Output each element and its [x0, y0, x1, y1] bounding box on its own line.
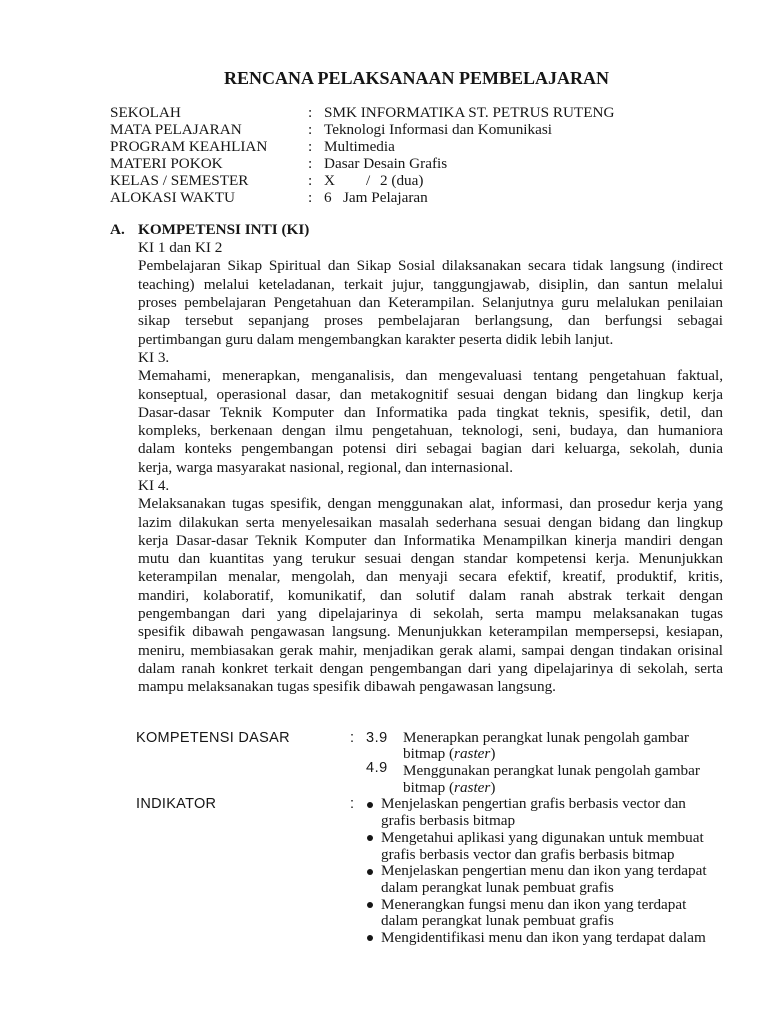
- kompetensi-dasar-label: KOMPETENSI DASAR: [136, 729, 290, 746]
- info-label: SEKOLAH: [110, 103, 181, 121]
- kompetensi-dasar-separator: :: [350, 729, 355, 746]
- kd-text-suffix: ): [490, 745, 496, 763]
- section-heading: KOMPETENSI INTI (KI): [138, 220, 310, 238]
- kd-text-line: Menggunakan perangkat lunak pengolah gambar: [403, 762, 700, 780]
- indikator-item: [366, 897, 768, 930]
- indikator-text-line: Mengidentifikasi menu dan ikon yang terdapat dalam: [381, 929, 706, 947]
- paragraph-line: meniru, membiasakan gerak mahir, menjadikan gerak alami, sampai dengan tindakan orisinal: [138, 641, 723, 659]
- paragraph-line: Dasar-dasar Teknik Komputer dan Informatika pada tingkat teknis, spesifik, detil, dan: [138, 403, 723, 421]
- kelas-value: X: [324, 171, 335, 189]
- indikator-row: [0, 796, 768, 946]
- indikator-separator: :: [350, 796, 355, 813]
- kompetensi-dasar-item: [366, 760, 768, 796]
- kompetensi-dasar-row: [0, 730, 768, 797]
- kd-text: [403, 730, 768, 763]
- paragraph-line: mutu dan kuantitas yang terukur sesuai dengan standar kompetensi kerja. Menunjukkan: [138, 550, 723, 568]
- bullet-icon: [367, 802, 373, 808]
- info-separator: :: [308, 103, 313, 121]
- info-value: Multimedia: [324, 137, 395, 155]
- bullet-icon: [367, 902, 373, 908]
- info-row-kelas-semester: [0, 172, 768, 189]
- kompetensi-dasar-section: [0, 730, 768, 947]
- kd-text-line: Menerapkan perangkat lunak pengolah gambar: [403, 728, 689, 746]
- paragraph-line: sikap tersebut sepanjang proses pembelajaran berlangsung, dan berfungsi sebagai: [138, 312, 723, 330]
- kd-text-line: [403, 780, 768, 797]
- info-label: MATERI POKOK: [110, 154, 223, 172]
- ki-subheading: KI 4.: [138, 477, 170, 494]
- kd-text-prefix: bitmap (: [403, 778, 455, 796]
- indikator-item: [366, 930, 768, 947]
- indikator-text-line: dalam perangkat lunak pembuat grafis: [381, 878, 614, 896]
- indikator-label: INDIKATOR: [136, 796, 217, 813]
- section-heading-row: [0, 221, 768, 239]
- info-separator: :: [308, 120, 313, 138]
- info-value: Teknologi Informasi dan Komunikasi: [324, 120, 552, 138]
- paragraph-line: pengembangan dari yang dipelajarinya di sekolah, serta mampu melaksanakan tugas: [138, 605, 723, 623]
- alokasi-satuan: Jam Pelajaran: [343, 188, 428, 206]
- kd-text-line: [403, 746, 768, 763]
- info-label: ALOKASI WAKTU: [110, 188, 236, 206]
- info-row-materi-pokok: [0, 155, 768, 172]
- info-separator: :: [308, 154, 313, 172]
- paragraph-line: kerja, warga masyarakat nasional, regional, dan internasional.: [138, 458, 514, 476]
- kd-text-prefix: bitmap (: [403, 745, 455, 763]
- identity-table: [0, 104, 768, 206]
- info-row-alokasi-waktu: [0, 189, 768, 206]
- bullet-icon: [367, 869, 373, 875]
- info-value: SMK INFORMATIKA ST. PETRUS RUTENG: [324, 103, 615, 121]
- paragraph-line: Melaksanakan tugas spesifik, dengan menggunakan alat, informasi, dan prosedur kerja yang: [138, 495, 723, 513]
- paragraph-line: dalam konteks pengembangan potensi diri sebagai bagian dari keluarga, sekolah, dunia: [138, 440, 723, 458]
- section-letter: A.: [110, 220, 125, 238]
- paragraph-line: mandiri, kolaboratif, komunikatif, dan solutif dalam ranah abstrak terkait dengan: [138, 586, 723, 604]
- bullet-icon: [367, 835, 373, 841]
- paragraph-line: teaching) melalui keteladanan, terkait jujur, tanggungjawab, disiplin, dan santun melalui: [138, 275, 723, 293]
- paragraph-line: lazim dilakukan serta menyelesaikan masalah sederhana sesuai dengan bidang dan lingkup: [138, 513, 723, 531]
- info-label: PROGRAM KEAHLIAN: [110, 137, 268, 155]
- indikator-item: [366, 863, 768, 896]
- paragraph-line: proses pembelajaran Pengetahuan dan Keterampilan. Selanjutnya guru melalukan penilaian: [138, 294, 723, 312]
- indikator-text-line: grafis berbasis bitmap: [381, 812, 516, 830]
- kelas-semester-divider: /: [366, 171, 371, 189]
- info-row-mata-pelajaran: [0, 121, 768, 138]
- paragraph-line: spesifik dibawah pengawasan langsung. Menunjukkan keterampilan mempersepsi, kesiapan,: [138, 623, 723, 641]
- semester-value: 2 (dua): [380, 171, 424, 189]
- indikator-item: [366, 830, 768, 863]
- paragraph-line: Memahami, menerapkan, menganalisis, dan mengevaluasi tentang pengetahuan faktual,: [138, 367, 723, 385]
- info-separator: :: [308, 188, 313, 206]
- indikator-text-line: Mengetahui aplikasi yang digunakan untuk membuat: [381, 828, 704, 846]
- kd-text: [403, 763, 768, 796]
- paragraph-line: kerja Dasar-dasar Teknik Komputer dan Informatika Menampilkan kinerja mandiri dengan: [138, 531, 723, 549]
- indikator-item: [366, 796, 768, 829]
- paragraph-line: dalam ranah konkret terkait dengan pengembangan dari yang dipelajarinya di sekolah, serta: [138, 659, 723, 677]
- kd-number: 4.9: [366, 760, 388, 777]
- info-label: MATA PELAJARAN: [110, 120, 242, 138]
- paragraph-line: konseptual, operasional dasar, dan metakognitif sesuai dengan bidang dan lingkup kerja: [138, 385, 723, 403]
- info-value: Dasar Desain Grafis: [324, 154, 448, 172]
- document-title: RENCANA PELAKSANAAN PEMBELAJARAN: [223, 68, 610, 88]
- paragraph-line: mampu melaksanakan tugas spesifik dibawah pengawasan langsung.: [138, 678, 556, 696]
- kd-number: 3.9: [366, 729, 388, 746]
- kd-text-italic: raster: [454, 778, 491, 796]
- paragraph-line: keterampilan menalar, mengolah, dan menyaji secara efektif, kreatif, produktif, kritis,: [138, 568, 723, 586]
- kd-text-suffix: ): [490, 778, 496, 796]
- info-row-sekolah: [0, 104, 768, 121]
- kompetensi-dasar-item: [366, 730, 768, 763]
- kd-text-italic: raster: [454, 745, 491, 763]
- indikator-list: [366, 796, 768, 946]
- indikator-text-line: Menerangkan fungsi menu dan ikon yang terdapat: [381, 895, 687, 913]
- info-separator: :: [308, 171, 313, 189]
- alokasi-jumlah: 6: [324, 188, 332, 206]
- indikator-text-line: dalam perangkat lunak pembuat grafis: [381, 912, 614, 930]
- paragraph-line: pertimbangan guru dalam mengembangkan karakter peserta didik lebih lanjut.: [138, 330, 614, 348]
- ki-subheading: KI 1 dan KI 2: [138, 239, 223, 257]
- paragraph-line: kompleks, berkenaan dengan ilmu pengetahuan, teknologi, seni, budaya, dan humaniora: [138, 422, 723, 440]
- indikator-text-line: Menjelaskan pengertian grafis berbasis vector dan: [381, 795, 686, 813]
- info-label: KELAS / SEMESTER: [110, 171, 249, 189]
- paragraph-line: Pembelajaran Sikap Spiritual dan Sikap Sosial dilaksanakan secara tidak langsung (indirect: [138, 257, 723, 275]
- kompetensi-inti-section: [0, 221, 768, 697]
- indikator-text-line: grafis berbasis vector dan grafis berbasis bitmap: [381, 845, 675, 863]
- kompetensi-dasar-list: [366, 730, 768, 797]
- indikator-text-line: Menjelaskan pengertian menu dan ikon yang terdapat: [381, 862, 707, 880]
- info-separator: :: [308, 137, 313, 155]
- bullet-icon: [367, 935, 373, 941]
- ki-subheading: KI 3.: [138, 348, 170, 366]
- info-row-program-keahlian: [0, 138, 768, 155]
